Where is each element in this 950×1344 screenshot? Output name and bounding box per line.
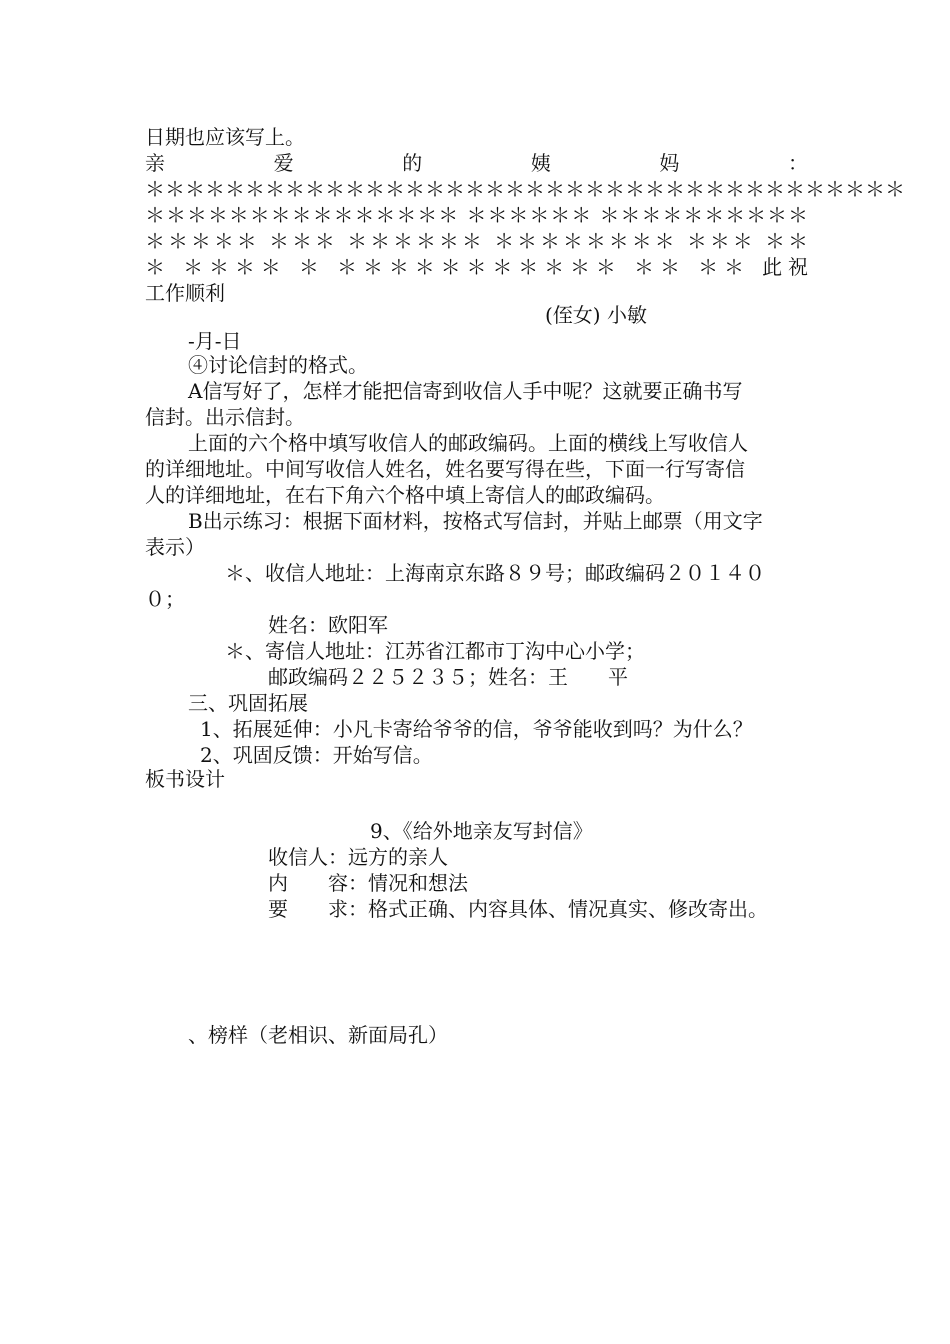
section-heading: 、榜样（老相识、新面局孔） [188, 1023, 448, 1047]
exercise-line: ＊、寄信人地址：江苏省江都市丁沟中心小学； [225, 639, 645, 663]
list-item: 2、巩固反馈：开始写信。 [200, 743, 433, 767]
exercise-line: ０； [145, 587, 185, 611]
signature-line: (侄女) 小敏 [545, 303, 647, 327]
section-heading: 板书设计 [145, 767, 225, 791]
exercise-line: ＊、收信人地址：上海南京东路８９号；邮政编码２０１４０ [225, 561, 765, 585]
step-heading: ④讨论信封的格式。 [188, 353, 368, 377]
paragraph-line: 人的详细地址，在右下角六个格中填上寄信人的邮政编码。 [145, 483, 665, 507]
paragraph-line: B出示练习：根据下面材料，按格式写信封，并贴上邮票（用文字 [188, 509, 763, 533]
board-title: 9、《给外地亲友写封信》 [370, 819, 593, 843]
paragraph-line: A信写好了，怎样才能把信寄到收信人手中呢？这就要正确书写 [188, 379, 743, 403]
masked-text-line: ＊＊＊＊＊＊＊＊＊＊＊＊＊＊＊ ＊＊＊＊＊＊ ＊＊＊＊＊＊＊＊＊＊ [145, 203, 808, 227]
paragraph-line: 表示） [145, 535, 205, 559]
paragraph-line: 信封。出示信封。 [145, 405, 305, 429]
text-line: 日期也应该写上。 [145, 125, 305, 149]
exercise-line: 姓名：欧阳军 [268, 613, 388, 637]
masked-text-line: ＊ ＊＊＊＊ ＊ ＊＊＊＊＊＊＊＊＊＊＊ ＊＊ ＊＊ 此祝 [145, 255, 808, 279]
board-line: 收信人：远方的亲人 [268, 845, 448, 869]
paragraph-line: 上面的六个格中填写收信人的邮政编码。上面的横线上写收信人 [188, 431, 748, 455]
board-line: 内 容：情况和想法 [268, 871, 468, 895]
closing-line: 工作顺利 [145, 281, 225, 305]
salutation-line: 亲 爱 的 姨 妈 ： [145, 151, 808, 175]
paragraph-line: 的详细地址。中间写收信人姓名，姓名要写得在些，下面一行写寄信 [145, 457, 745, 481]
board-line: 要 求：格式正确、内容具体、情况真实、修改寄出。 [268, 897, 768, 921]
section-heading: 三、巩固拓展 [188, 691, 308, 715]
exercise-line: 邮政编码２２５２３５；姓名：王 平 [268, 665, 628, 689]
list-item: 1、拓展延伸：小凡卡寄给爷爷的信，爷爷能收到吗？为什么？ [200, 717, 753, 741]
masked-text-line: ＊＊＊＊＊ ＊＊＊ ＊＊＊＊＊＊ ＊＊＊＊＊＊＊＊ ＊＊＊ ＊＊ [145, 229, 808, 253]
date-line: -月-日 [188, 329, 242, 353]
masked-text-line: ＊＊＊＊＊＊＊＊＊＊＊＊＊＊＊＊＊＊＊＊＊＊＊＊＊＊＊＊＊＊＊＊＊＊＊＊＊＊ [145, 177, 905, 201]
